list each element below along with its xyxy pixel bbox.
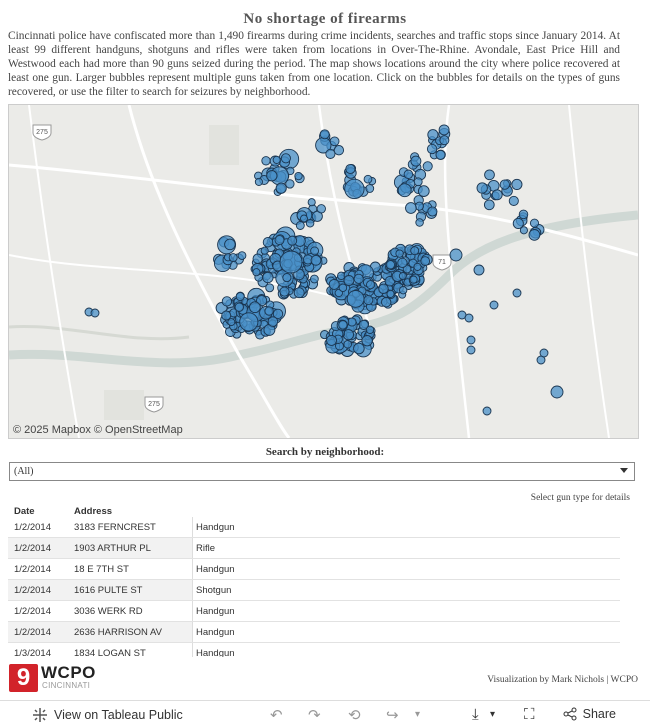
gun-seizure-bubble[interactable] [366, 326, 373, 333]
gun-seizure-bubble[interactable] [288, 236, 297, 245]
gun-seizure-bubble[interactable] [484, 200, 494, 210]
table-row[interactable] [8, 559, 620, 580]
view-on-tableau-link[interactable] [32, 707, 183, 723]
fullscreen-icon[interactable]: ⛶ [524, 706, 535, 723]
road [29, 105, 79, 438]
cell-type-box[interactable] [192, 538, 620, 558]
gun-seizure-bubble[interactable] [311, 247, 319, 255]
map-canvas[interactable] [9, 105, 638, 438]
gun-seizure-bubble[interactable] [414, 178, 422, 186]
cell-address: 2636 HARRISON AV [74, 627, 163, 638]
gun-seizure-bubble[interactable] [411, 156, 421, 166]
gun-seizure-bubble[interactable] [301, 215, 308, 222]
cell-date: 1/2/2014 [14, 585, 51, 596]
gun-seizure-bubble[interactable] [551, 386, 563, 398]
creek [9, 327, 189, 339]
gun-seizure-bubble[interactable] [346, 164, 355, 173]
gun-seizure-bubble[interactable] [283, 274, 291, 282]
gun-seizure-bubble[interactable] [354, 343, 365, 354]
gun-seizure-bubble[interactable] [253, 254, 262, 263]
gun-seizure-bubble[interactable] [509, 196, 518, 205]
cell-address: 1834 LOGAN ST [74, 648, 146, 657]
gun-seizure-bubble[interactable] [294, 288, 304, 298]
svg-text:275: 275 [36, 129, 48, 136]
gun-seizure-bubble[interactable] [477, 183, 487, 193]
gun-type-hint: Select gun type for details [530, 493, 630, 503]
table-row[interactable] [8, 601, 620, 622]
gun-seizure-bubble[interactable] [311, 275, 319, 283]
cell-type-box[interactable] [192, 601, 620, 621]
gun-seizure-bubble[interactable] [273, 156, 280, 163]
park-area [209, 125, 239, 165]
gun-seizure-bubble[interactable] [276, 183, 286, 193]
table-header [8, 504, 620, 517]
gun-seizure-bubble[interactable] [266, 284, 274, 292]
gun-seizure-bubble[interactable] [91, 309, 99, 317]
gun-seizure-bubble[interactable] [398, 258, 407, 267]
table-row[interactable] [8, 622, 620, 643]
tableau-toolbar [0, 700, 650, 728]
map-view[interactable] [8, 104, 639, 439]
share-button[interactable] [563, 707, 616, 721]
highway-shield-icon [33, 125, 51, 140]
gun-seizure-bubble[interactable] [281, 154, 290, 163]
gun-seizure-bubble[interactable] [427, 144, 436, 153]
cell-gun-type: Shotgun [196, 585, 232, 596]
gun-seizure-bubble[interactable] [222, 311, 231, 320]
gun-seizure-bubble[interactable] [467, 336, 475, 344]
gun-seizure-bubble[interactable] [280, 251, 302, 273]
table-row[interactable] [8, 643, 620, 657]
gun-seizure-bubble[interactable] [229, 254, 237, 262]
cell-gun-type: Rifle [196, 543, 216, 554]
wcpo-logo[interactable] [9, 664, 101, 692]
gun-seizure-bubble[interactable] [347, 291, 364, 308]
table-row[interactable] [8, 538, 620, 559]
forward-icon[interactable]: ↪ [386, 707, 399, 724]
gun-seizure-bubble[interactable] [329, 279, 339, 289]
gun-seizure-bubble[interactable] [265, 307, 273, 315]
gun-seizure-bubble[interactable] [500, 180, 509, 189]
header-date: Date [14, 506, 35, 517]
gun-seizure-bubble[interactable] [263, 272, 273, 282]
gun-seizure-bubble[interactable] [236, 293, 244, 301]
description: Cincinnati police have confiscated more than 1,490 firearms during crime incidents, searches and traffic stops since January 2014. At least 99 different handguns, shotguns and rifles were taken from locations in Over-The-Rhine. Avondale, East Price Hill and Westwood each had more than 90 guns seized during the period. The map shows locations around the city where police recovered at least one gun. Larger bubbles represent multiple guns taken from one location. Click on the bubbles for details on the types of guns recovered, or use the filter to search for seizures by neighborhood. [8, 30, 620, 98]
chevron-down-icon[interactable] [620, 468, 628, 473]
cell-date: 1/3/2014 [14, 648, 51, 657]
gun-seizure-bubble[interactable] [327, 335, 337, 345]
cell-type-box[interactable] [192, 559, 620, 579]
gun-seizure-bubble[interactable] [367, 281, 375, 289]
gun-seizure-bubble[interactable] [436, 150, 445, 159]
gun-seizure-bubble[interactable] [306, 220, 314, 228]
svg-text:275: 275 [148, 401, 160, 408]
gun-seizure-bubble[interactable] [339, 284, 347, 292]
gun-seizure-bubble[interactable] [396, 250, 403, 257]
gun-seizure-bubble[interactable] [345, 179, 364, 198]
logo-nine: 9 [9, 664, 38, 692]
gun-seizure-bubble[interactable] [235, 303, 243, 311]
gun-seizure-bubble[interactable] [428, 207, 437, 216]
gun-seizure-bubble[interactable] [474, 265, 484, 275]
share-icon [563, 707, 577, 721]
gun-seizure-bubble[interactable] [410, 276, 417, 283]
download-icon[interactable]: ⤓ [472, 706, 479, 723]
gun-seizure-bubble[interactable] [414, 263, 421, 270]
logo-brand: WCPO [41, 663, 96, 682]
gun-seizure-bubble[interactable] [540, 349, 548, 357]
gun-seizure-bubble[interactable] [263, 237, 273, 247]
seizure-table[interactable] [8, 504, 620, 657]
gun-seizure-bubble[interactable] [406, 203, 417, 214]
gun-seizure-bubble[interactable] [280, 287, 289, 296]
gun-seizure-bubble[interactable] [364, 175, 372, 183]
gun-seizure-bubble[interactable] [440, 136, 449, 145]
gun-seizure-bubble[interactable] [421, 257, 430, 266]
highway-shield-icon [145, 397, 163, 412]
page-title: No shortage of firearms [243, 11, 407, 27]
gun-seizure-bubble[interactable] [423, 162, 432, 171]
gun-seizure-bubble[interactable] [267, 171, 277, 181]
cell-gun-type: Handgun [196, 522, 235, 533]
gun-seizure-bubble[interactable] [513, 218, 523, 228]
neighborhood-select[interactable] [9, 462, 635, 481]
gun-seizure-bubble[interactable] [354, 274, 363, 283]
gun-seizure-bubble[interactable] [411, 247, 419, 255]
gun-seizure-bubble[interactable] [483, 407, 491, 415]
gun-seizure-bubble[interactable] [296, 222, 304, 230]
neighborhood-select-value: (All) [14, 466, 34, 477]
cell-address: 3183 FERNCREST [74, 522, 156, 533]
gun-seizure-bubble[interactable] [326, 149, 335, 158]
cell-address: 1903 ARTHUR PL [74, 543, 151, 554]
park-area [104, 390, 144, 420]
gun-seizure-bubble[interactable] [295, 172, 302, 179]
gun-seizure-bubble[interactable] [492, 190, 502, 200]
gun-seizure-bubble[interactable] [467, 346, 475, 354]
gun-seizure-bubble[interactable] [275, 236, 284, 245]
cell-gun-type: Handgun [196, 627, 235, 638]
gun-seizure-bubble[interactable] [317, 205, 325, 213]
cell-address: 1616 PULTE ST [74, 585, 143, 596]
highway-shield-icon [433, 255, 451, 270]
gun-seizure-bubble[interactable] [308, 199, 315, 206]
gun-seizure-bubble[interactable] [238, 252, 246, 260]
svg-text:71: 71 [438, 259, 446, 266]
gun-seizure-bubble[interactable] [439, 125, 449, 135]
gun-seizure-bubble[interactable] [240, 313, 258, 331]
gun-seizure-bubble[interactable] [399, 273, 406, 280]
gun-seizure-bubble[interactable] [379, 284, 388, 293]
gun-seizure-bubble[interactable] [261, 247, 268, 254]
gun-seizure-bubble[interactable] [255, 178, 262, 185]
cell-gun-type: Handgun [196, 648, 235, 657]
gun-seizure-bubble[interactable] [311, 255, 321, 265]
gun-seizure-bubble[interactable] [519, 210, 528, 219]
chevron-down-icon[interactable]: ▾ [415, 709, 421, 720]
gun-seizure-bubble[interactable] [400, 287, 407, 294]
gun-seizure-bubble[interactable] [386, 261, 394, 269]
cell-date: 1/2/2014 [14, 627, 51, 638]
gun-seizure-bubble[interactable] [490, 301, 498, 309]
gun-seizure-bubble[interactable] [387, 290, 394, 297]
cell-address: 18 E 7TH ST [74, 564, 129, 575]
gun-seizure-bubble[interactable] [416, 219, 424, 227]
cell-date: 1/2/2014 [14, 606, 51, 617]
gun-seizure-bubble[interactable] [225, 239, 236, 250]
header-address: Address [74, 506, 113, 517]
table-scrollbar[interactable] [620, 517, 637, 657]
undo-icon[interactable]: ↶ [270, 707, 283, 724]
logo-city: CINCINNATI [42, 681, 91, 690]
gun-seizure-bubble[interactable] [382, 298, 391, 307]
cell-date: 1/2/2014 [14, 522, 51, 533]
road [569, 105, 609, 438]
gun-seizure-bubble[interactable] [344, 276, 354, 286]
gun-seizure-bubble[interactable] [253, 269, 260, 276]
gun-seizure-bubble[interactable] [262, 157, 270, 165]
gun-seizure-bubble[interactable] [530, 219, 538, 227]
gun-seizure-bubble[interactable] [398, 184, 411, 197]
gun-seizure-bubble[interactable] [485, 170, 495, 180]
revert-icon[interactable]: ⟲ [348, 707, 361, 724]
table-row[interactable] [8, 517, 620, 538]
gun-seizure-bubble[interactable] [404, 170, 413, 179]
credit-text: Visualization by Mark Nichols | WCPO [487, 675, 638, 685]
gun-seizure-bubble[interactable] [344, 341, 352, 349]
cell-gun-type: Handgun [196, 564, 235, 575]
gun-seizure-bubble[interactable] [320, 130, 329, 139]
gun-seizure-bubble[interactable] [222, 297, 231, 306]
share-label: Share [582, 707, 616, 721]
view-on-tableau-label: View on Tableau Public [54, 708, 183, 722]
cell-date: 1/2/2014 [14, 543, 51, 554]
gun-seizure-bubble[interactable] [364, 296, 373, 305]
table-row[interactable] [8, 580, 620, 601]
gun-seizure-bubble[interactable] [465, 314, 473, 322]
ohio-river [9, 215, 638, 363]
gun-seizure-bubble[interactable] [334, 146, 343, 155]
gun-seizure-bubble[interactable] [250, 302, 261, 313]
gun-seizure-bubble[interactable] [366, 185, 374, 193]
gun-seizure-bubble[interactable] [529, 230, 540, 241]
redo-icon[interactable]: ↷ [308, 707, 321, 724]
gun-seizure-bubble[interactable] [339, 321, 347, 329]
cell-type-box[interactable] [192, 580, 620, 600]
cell-gun-type: Handgun [196, 606, 235, 617]
map-attribution[interactable]: © 2025 Mapbox © OpenStreetMap [13, 424, 183, 436]
gun-seizure-bubble[interactable] [362, 336, 372, 346]
gun-seizure-bubble[interactable] [330, 137, 339, 146]
filter-label: Search by neighborhood: [265, 446, 385, 458]
cell-type-box[interactable] [192, 622, 620, 642]
gun-seizure-bubble[interactable] [418, 186, 429, 197]
gun-seizure-bubble[interactable] [450, 249, 462, 261]
gun-seizure-bubble[interactable] [513, 289, 521, 297]
chevron-down-icon[interactable]: ▾ [490, 709, 496, 720]
cell-type-box[interactable] [192, 517, 620, 537]
cell-type-box[interactable] [192, 643, 620, 657]
cell-address: 3036 WERK RD [74, 606, 143, 617]
cell-date: 1/2/2014 [14, 564, 51, 575]
tableau-icon [32, 707, 48, 723]
gun-seizure-bubble[interactable] [512, 179, 522, 189]
